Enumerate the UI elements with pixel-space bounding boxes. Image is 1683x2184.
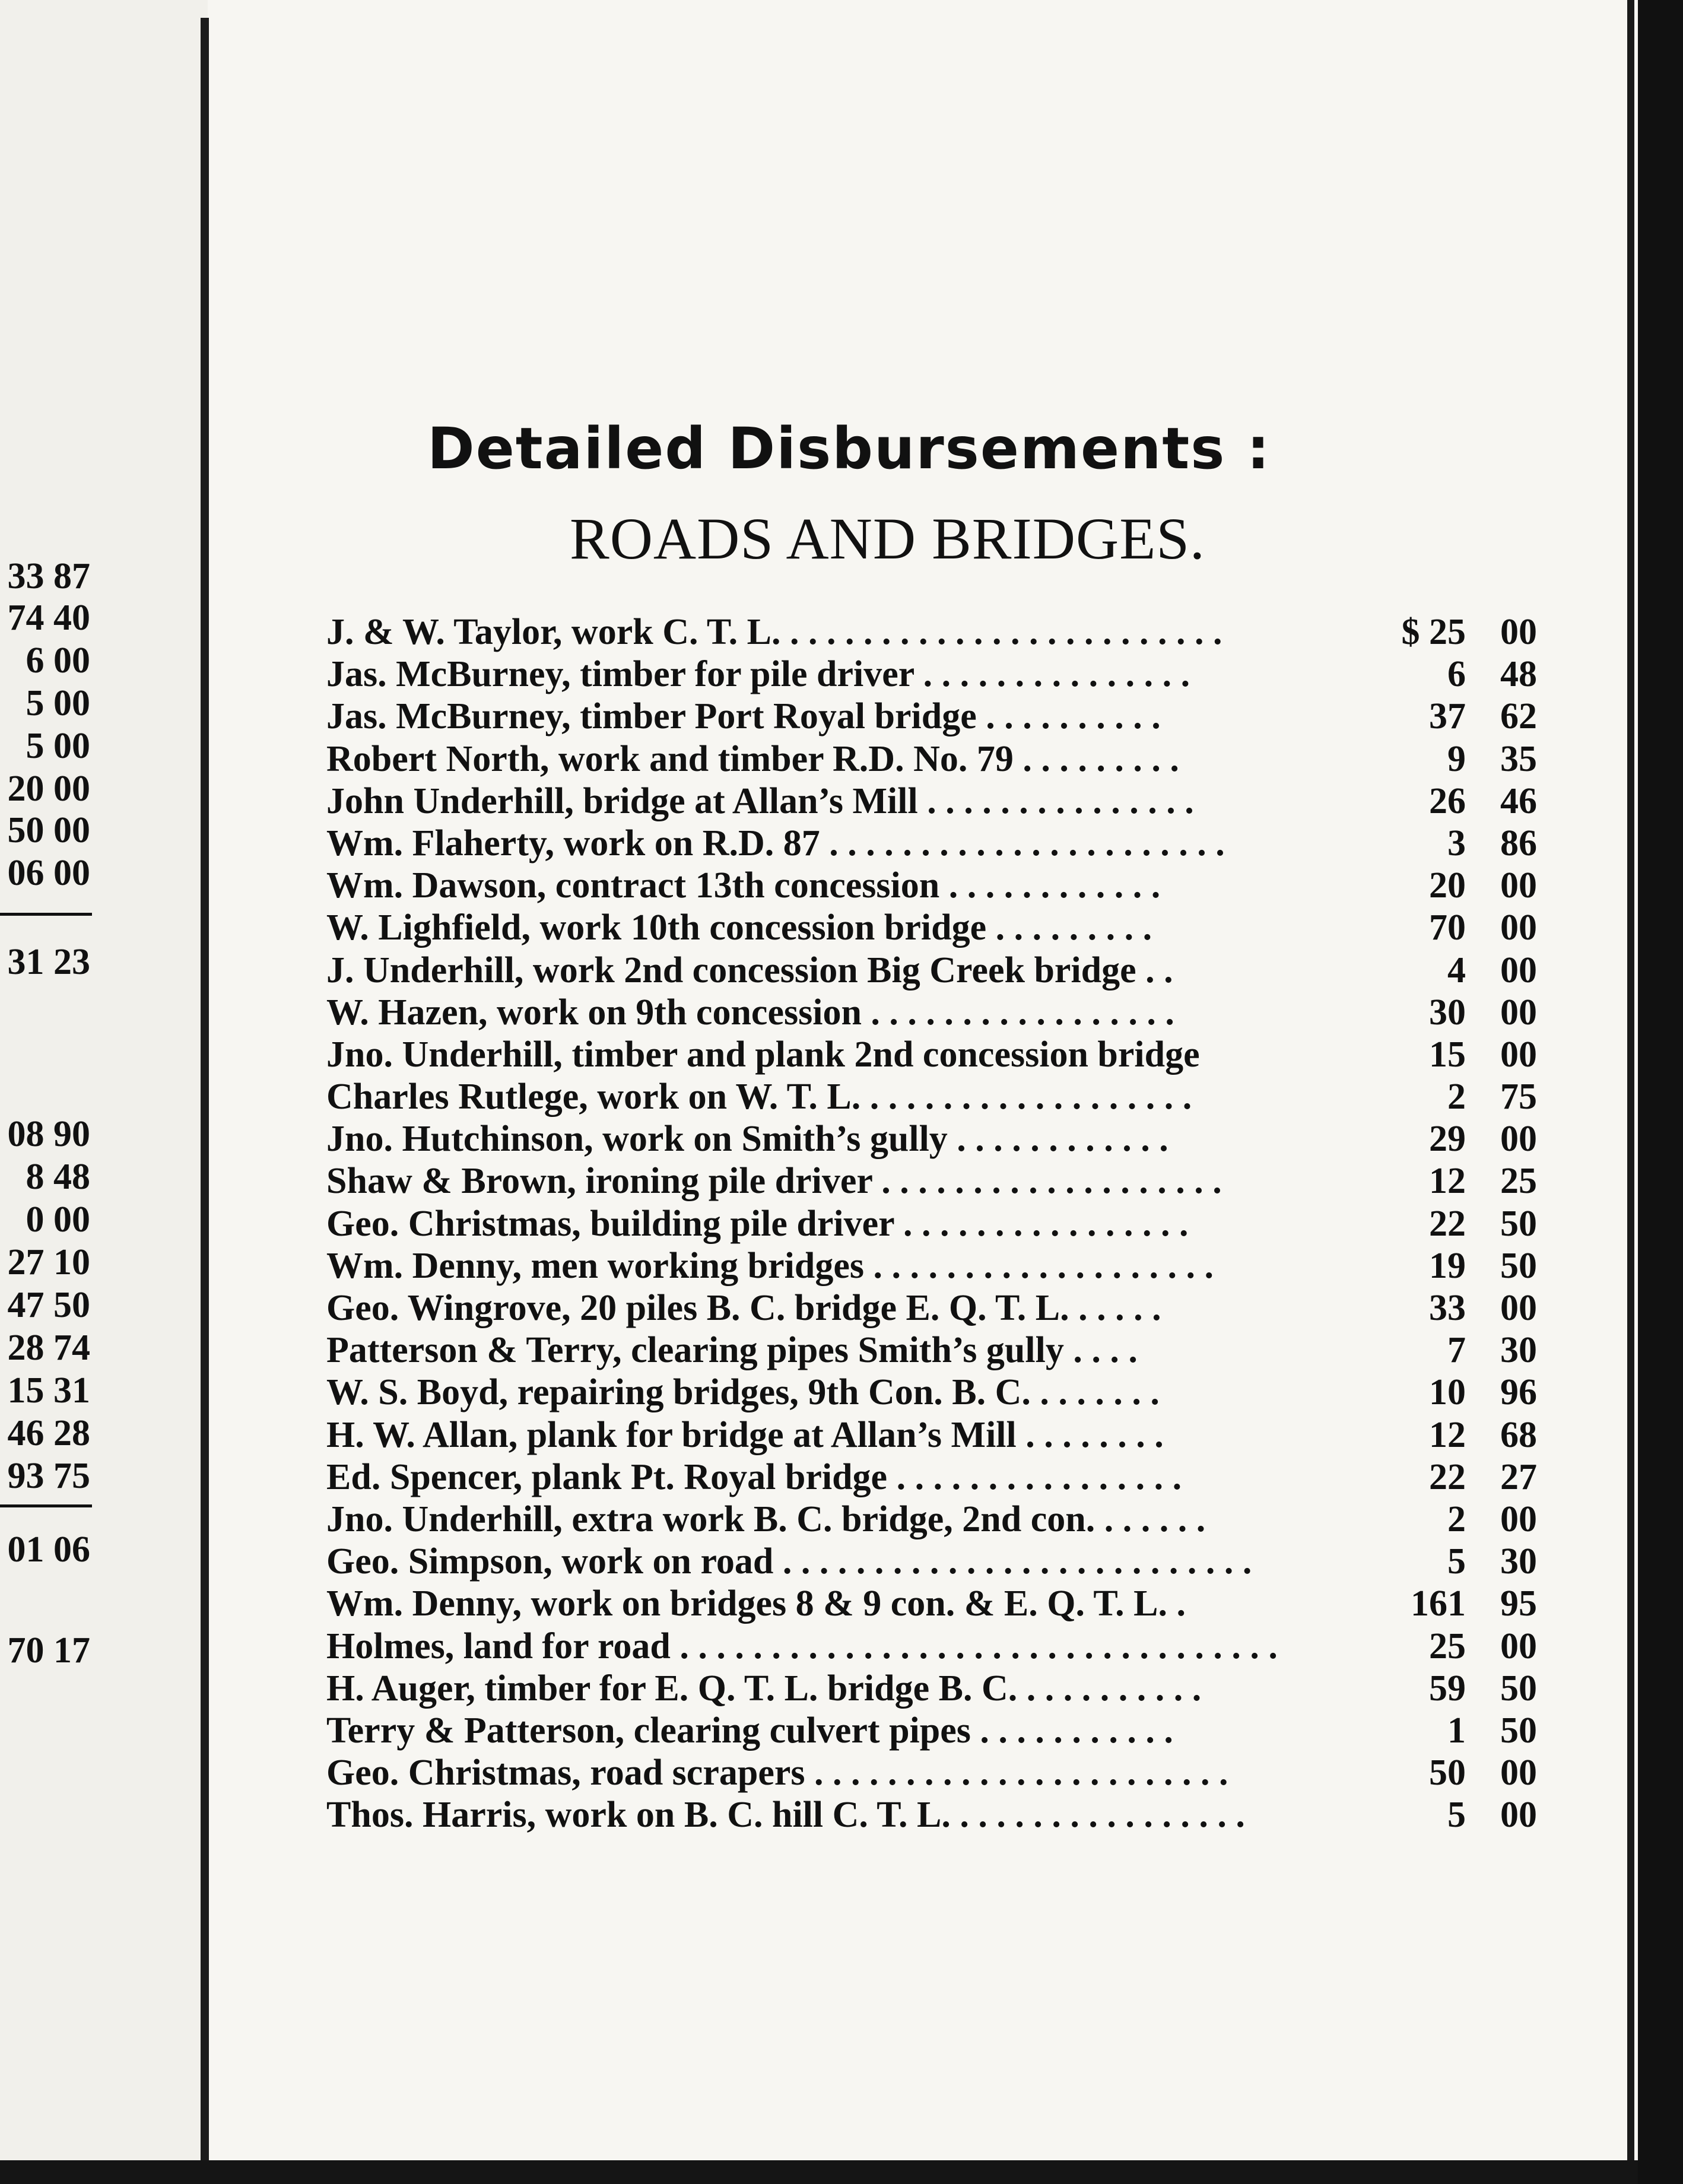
disbursement-dollars: 4 (1447, 950, 1466, 991)
disbursement-dollars: 59 (1429, 1668, 1466, 1709)
disbursement-dollars: 37 (1429, 696, 1466, 737)
disbursement-cents: 68 (1500, 1414, 1537, 1455)
disbursement-cents: 00 (1500, 612, 1537, 652)
disbursement-dollars: 26 (1429, 780, 1466, 821)
facing-page-amount: 47 50 (7, 1285, 90, 1325)
disbursement-dollars: 1 (1447, 1710, 1466, 1751)
binding-gutter (201, 18, 209, 2166)
facing-page-amount: 27 10 (7, 1242, 90, 1283)
disbursement-dollars: 33 (1429, 1288, 1466, 1328)
disbursement-cents: 00 (1500, 1795, 1537, 1836)
facing-page-amount: 15 31 (7, 1370, 90, 1411)
disbursement-cents: 50 (1500, 1710, 1537, 1751)
disbursement-dollars: 30 (1429, 992, 1466, 1033)
disbursement-cents: 35 (1500, 738, 1537, 779)
disbursement-row (326, 1626, 1537, 1668)
disbursement-dollars: 7 (1447, 1330, 1466, 1371)
disbursement-row (326, 1668, 1537, 1710)
disbursement-description: Jno. Underhill, timber and plank 2nd concession bridge (326, 1034, 1200, 1075)
disbursement-row (326, 1583, 1537, 1625)
disbursement-description: W. Hazen, work on 9th concession . . . . . . . . . . . . . . . . . (326, 992, 1174, 1033)
disbursement-cents: 00 (1500, 907, 1537, 948)
facing-page-amount: 01 06 (7, 1529, 90, 1570)
disbursement-dollars: 161 (1411, 1583, 1466, 1624)
page-right-edge (1627, 0, 1634, 2184)
disbursement-description: Wm. Dawson, contract 13th concession . . . . . . . . . . . . (326, 865, 1161, 906)
disbursement-dollars: $ 25 (1401, 612, 1466, 652)
page-heading: Detailed Disbursements : (427, 415, 1271, 482)
disbursement-cents: 00 (1500, 1499, 1537, 1539)
disbursement-cents: 30 (1500, 1541, 1537, 1582)
page-bottom-edge (0, 2160, 1638, 2184)
disbursement-row (326, 1710, 1537, 1752)
facing-page-amount: 74 40 (7, 598, 90, 638)
disbursement-row (326, 1245, 1537, 1287)
disbursement-row (326, 865, 1537, 907)
disbursement-dollars: 5 (1447, 1795, 1466, 1836)
disbursement-cents: 50 (1500, 1245, 1537, 1286)
disbursement-dollars: 50 (1429, 1753, 1466, 1793)
disbursement-description: Jno. Underhill, extra work B. C. bridge, 2nd con. . . . . . . (326, 1499, 1206, 1539)
facing-page-amount: 50 00 (7, 810, 90, 850)
disbursement-description: John Underhill, bridge at Allan’s Mill . . . . . . . . . . . . . . . (326, 780, 1194, 821)
disbursement-description: Jas. McBurney, timber Port Royal bridge . . . . . . . . . . (326, 696, 1161, 737)
disbursement-row (326, 823, 1537, 865)
disbursement-row (326, 1372, 1537, 1414)
disbursement-cents: 00 (1500, 1034, 1537, 1075)
disbursement-cents: 00 (1500, 1288, 1537, 1328)
disbursement-description: J. & W. Taylor, work C. T. L. . . . . . . . . . . . . . . . . . . . . . . . . (326, 612, 1222, 652)
disbursement-row (326, 907, 1537, 949)
disbursement-dollars: 20 (1429, 865, 1466, 906)
facing-page-amount: 0 00 (26, 1199, 90, 1240)
disbursement-row (326, 1541, 1537, 1583)
disbursement-cents: 86 (1500, 823, 1537, 864)
disbursement-cents: 00 (1500, 865, 1537, 906)
disbursement-description: Thos. Harris, work on B. C. hill C. T. L. . . . . . . . . . . . . . . . . (326, 1795, 1245, 1836)
disbursement-row (326, 1752, 1537, 1794)
disbursement-dollars: 70 (1429, 907, 1466, 948)
disbursement-cents: 75 (1500, 1077, 1537, 1118)
facing-page-amounts (0, 0, 95, 2184)
disbursement-dollars: 10 (1429, 1372, 1466, 1413)
disbursement-description: Geo. Wingrove, 20 piles B. C. bridge E. Q. T. L. . . . . . (326, 1288, 1161, 1328)
disbursement-cents: 00 (1500, 1119, 1537, 1160)
disbursement-description: J. Underhill, work 2nd concession Big Creek bridge . . (326, 950, 1173, 991)
section-title: ROADS AND BRIDGES. (570, 506, 1205, 572)
disbursement-cents: 48 (1500, 654, 1537, 695)
disbursement-row (326, 1287, 1537, 1329)
disbursement-cents: 46 (1500, 780, 1537, 821)
disbursement-dollars: 12 (1429, 1161, 1466, 1202)
disbursement-cents: 50 (1500, 1668, 1537, 1709)
disbursement-dollars: 2 (1447, 1077, 1466, 1118)
disbursement-dollars: 5 (1447, 1541, 1466, 1582)
disbursement-dollars: 9 (1447, 738, 1466, 779)
disbursement-description: Holmes, land for road . . . . . . . . . . . . . . . . . . . . . . . . . . . . . . . . . (326, 1626, 1278, 1666)
disbursement-description: Patterson & Terry, clearing pipes Smith’s gully . . . . (326, 1330, 1138, 1371)
disbursement-row (326, 1034, 1537, 1076)
facing-page-amount: 33 87 (7, 556, 90, 596)
disbursement-description: W. Lighfield, work 10th concession bridge . . . . . . . . . (326, 907, 1152, 948)
disbursement-dollars: 22 (1429, 1456, 1466, 1497)
facing-page-amount: 20 00 (7, 769, 90, 809)
disbursement-dollars: 25 (1429, 1626, 1466, 1666)
disbursement-dollars: 15 (1429, 1034, 1466, 1075)
disbursement-dollars: 6 (1447, 654, 1466, 695)
disbursement-cents: 00 (1500, 1753, 1537, 1793)
disbursement-row (326, 1203, 1537, 1245)
disbursement-description: Wm. Denny, men working bridges . . . . . . . . . . . . . . . . . . . (326, 1245, 1214, 1286)
disbursement-cents: 00 (1500, 1626, 1537, 1666)
disbursement-cents: 25 (1500, 1161, 1537, 1202)
disbursement-cents: 96 (1500, 1372, 1537, 1413)
facing-page-amount: 5 00 (26, 726, 90, 766)
disbursement-description: Geo. Simpson, work on road . . . . . . . . . . . . . . . . . . . . . . . . . . (326, 1541, 1252, 1582)
disbursement-cents: 00 (1500, 992, 1537, 1033)
disbursement-dollars: 3 (1447, 823, 1466, 864)
disbursement-dollars: 29 (1429, 1119, 1466, 1160)
disbursement-cents: 00 (1500, 950, 1537, 991)
disbursement-row (326, 1076, 1537, 1118)
facing-page-rule (0, 913, 92, 916)
disbursement-row (326, 1329, 1537, 1372)
disbursement-description: Geo. Christmas, building pile driver . . . . . . . . . . . . . . . . (326, 1203, 1189, 1244)
disbursement-dollars: 2 (1447, 1499, 1466, 1539)
disbursement-dollars: 22 (1429, 1203, 1466, 1244)
disbursement-row (326, 653, 1537, 696)
disbursement-row (326, 1499, 1537, 1541)
disbursement-cents: 27 (1500, 1456, 1537, 1497)
disbursement-cents: 30 (1500, 1330, 1537, 1371)
disbursement-description: Wm. Flaherty, work on R.D. 87 . . . . . . . . . . . . . . . . . . . . . . (326, 823, 1225, 864)
facing-page-amount: 6 00 (26, 640, 90, 681)
disbursement-row (326, 611, 1537, 653)
disbursement-row (326, 780, 1537, 823)
disbursement-list (326, 611, 1537, 1836)
disbursement-row (326, 1414, 1537, 1456)
disbursement-description: Robert North, work and timber R.D. No. 79 . . . . . . . . . (326, 738, 1179, 779)
disbursement-row (326, 1794, 1537, 1836)
disbursement-description: Shaw & Brown, ironing pile driver . . . . . . . . . . . . . . . . . . . (326, 1161, 1222, 1202)
disbursement-row (326, 1456, 1537, 1499)
facing-page-amount: 28 74 (7, 1328, 90, 1368)
disbursement-description: Jno. Hutchinson, work on Smith’s gully . . . . . . . . . . . . (326, 1119, 1168, 1160)
disbursement-description: Geo. Christmas, road scrapers . . . . . . . . . . . . . . . . . . . . . . . (326, 1753, 1228, 1793)
disbursement-description: Ed. Spencer, plank Pt. Royal bridge . . . . . . . . . . . . . . . . (326, 1456, 1182, 1497)
disbursement-row (326, 1160, 1537, 1202)
disbursement-row (326, 1118, 1537, 1160)
disbursement-description: Terry & Patterson, clearing culvert pipes . . . . . . . . . . . (326, 1710, 1173, 1751)
disbursement-description: W. S. Boyd, repairing bridges, 9th Con. B. C. . . . . . . . (326, 1372, 1160, 1413)
disbursement-cents: 50 (1500, 1203, 1537, 1244)
disbursement-dollars: 12 (1429, 1414, 1466, 1455)
disbursement-description: Wm. Denny, work on bridges 8 & 9 con. & E. Q. T. L. . (326, 1583, 1186, 1624)
disbursement-description: H. Auger, timber for E. Q. T. L. bridge B. C. . . . . . . . . . . (326, 1668, 1202, 1709)
facing-page-amount: 46 28 (7, 1413, 90, 1453)
facing-page-amount: 70 17 (7, 1630, 90, 1671)
disbursement-description: Charles Rutlege, work on W. T. L. . . . . . . . . . . . . . . . . . . (326, 1077, 1192, 1118)
disbursement-description: H. W. Allan, plank for bridge at Allan’s Mill . . . . . . . . (326, 1414, 1164, 1455)
facing-page-amount: 06 00 (7, 853, 90, 893)
facing-page-rule (0, 1504, 92, 1507)
disbursement-description: Jas. McBurney, timber for pile driver . . . . . . . . . . . . . . . (326, 654, 1190, 695)
disbursement-row (326, 950, 1537, 992)
disbursement-cents: 95 (1500, 1583, 1537, 1624)
facing-page-amount: 8 48 (26, 1157, 90, 1197)
facing-page-amount: 93 75 (7, 1456, 90, 1496)
disbursement-row (326, 696, 1537, 738)
facing-page-amount: 31 23 (7, 942, 90, 982)
disbursement-row (326, 992, 1537, 1034)
facing-page-amount: 08 90 (7, 1114, 90, 1154)
disbursement-row (326, 738, 1537, 780)
disbursement-cents: 62 (1500, 696, 1537, 737)
facing-page-amount: 5 00 (26, 683, 90, 723)
disbursement-dollars: 19 (1429, 1245, 1466, 1286)
